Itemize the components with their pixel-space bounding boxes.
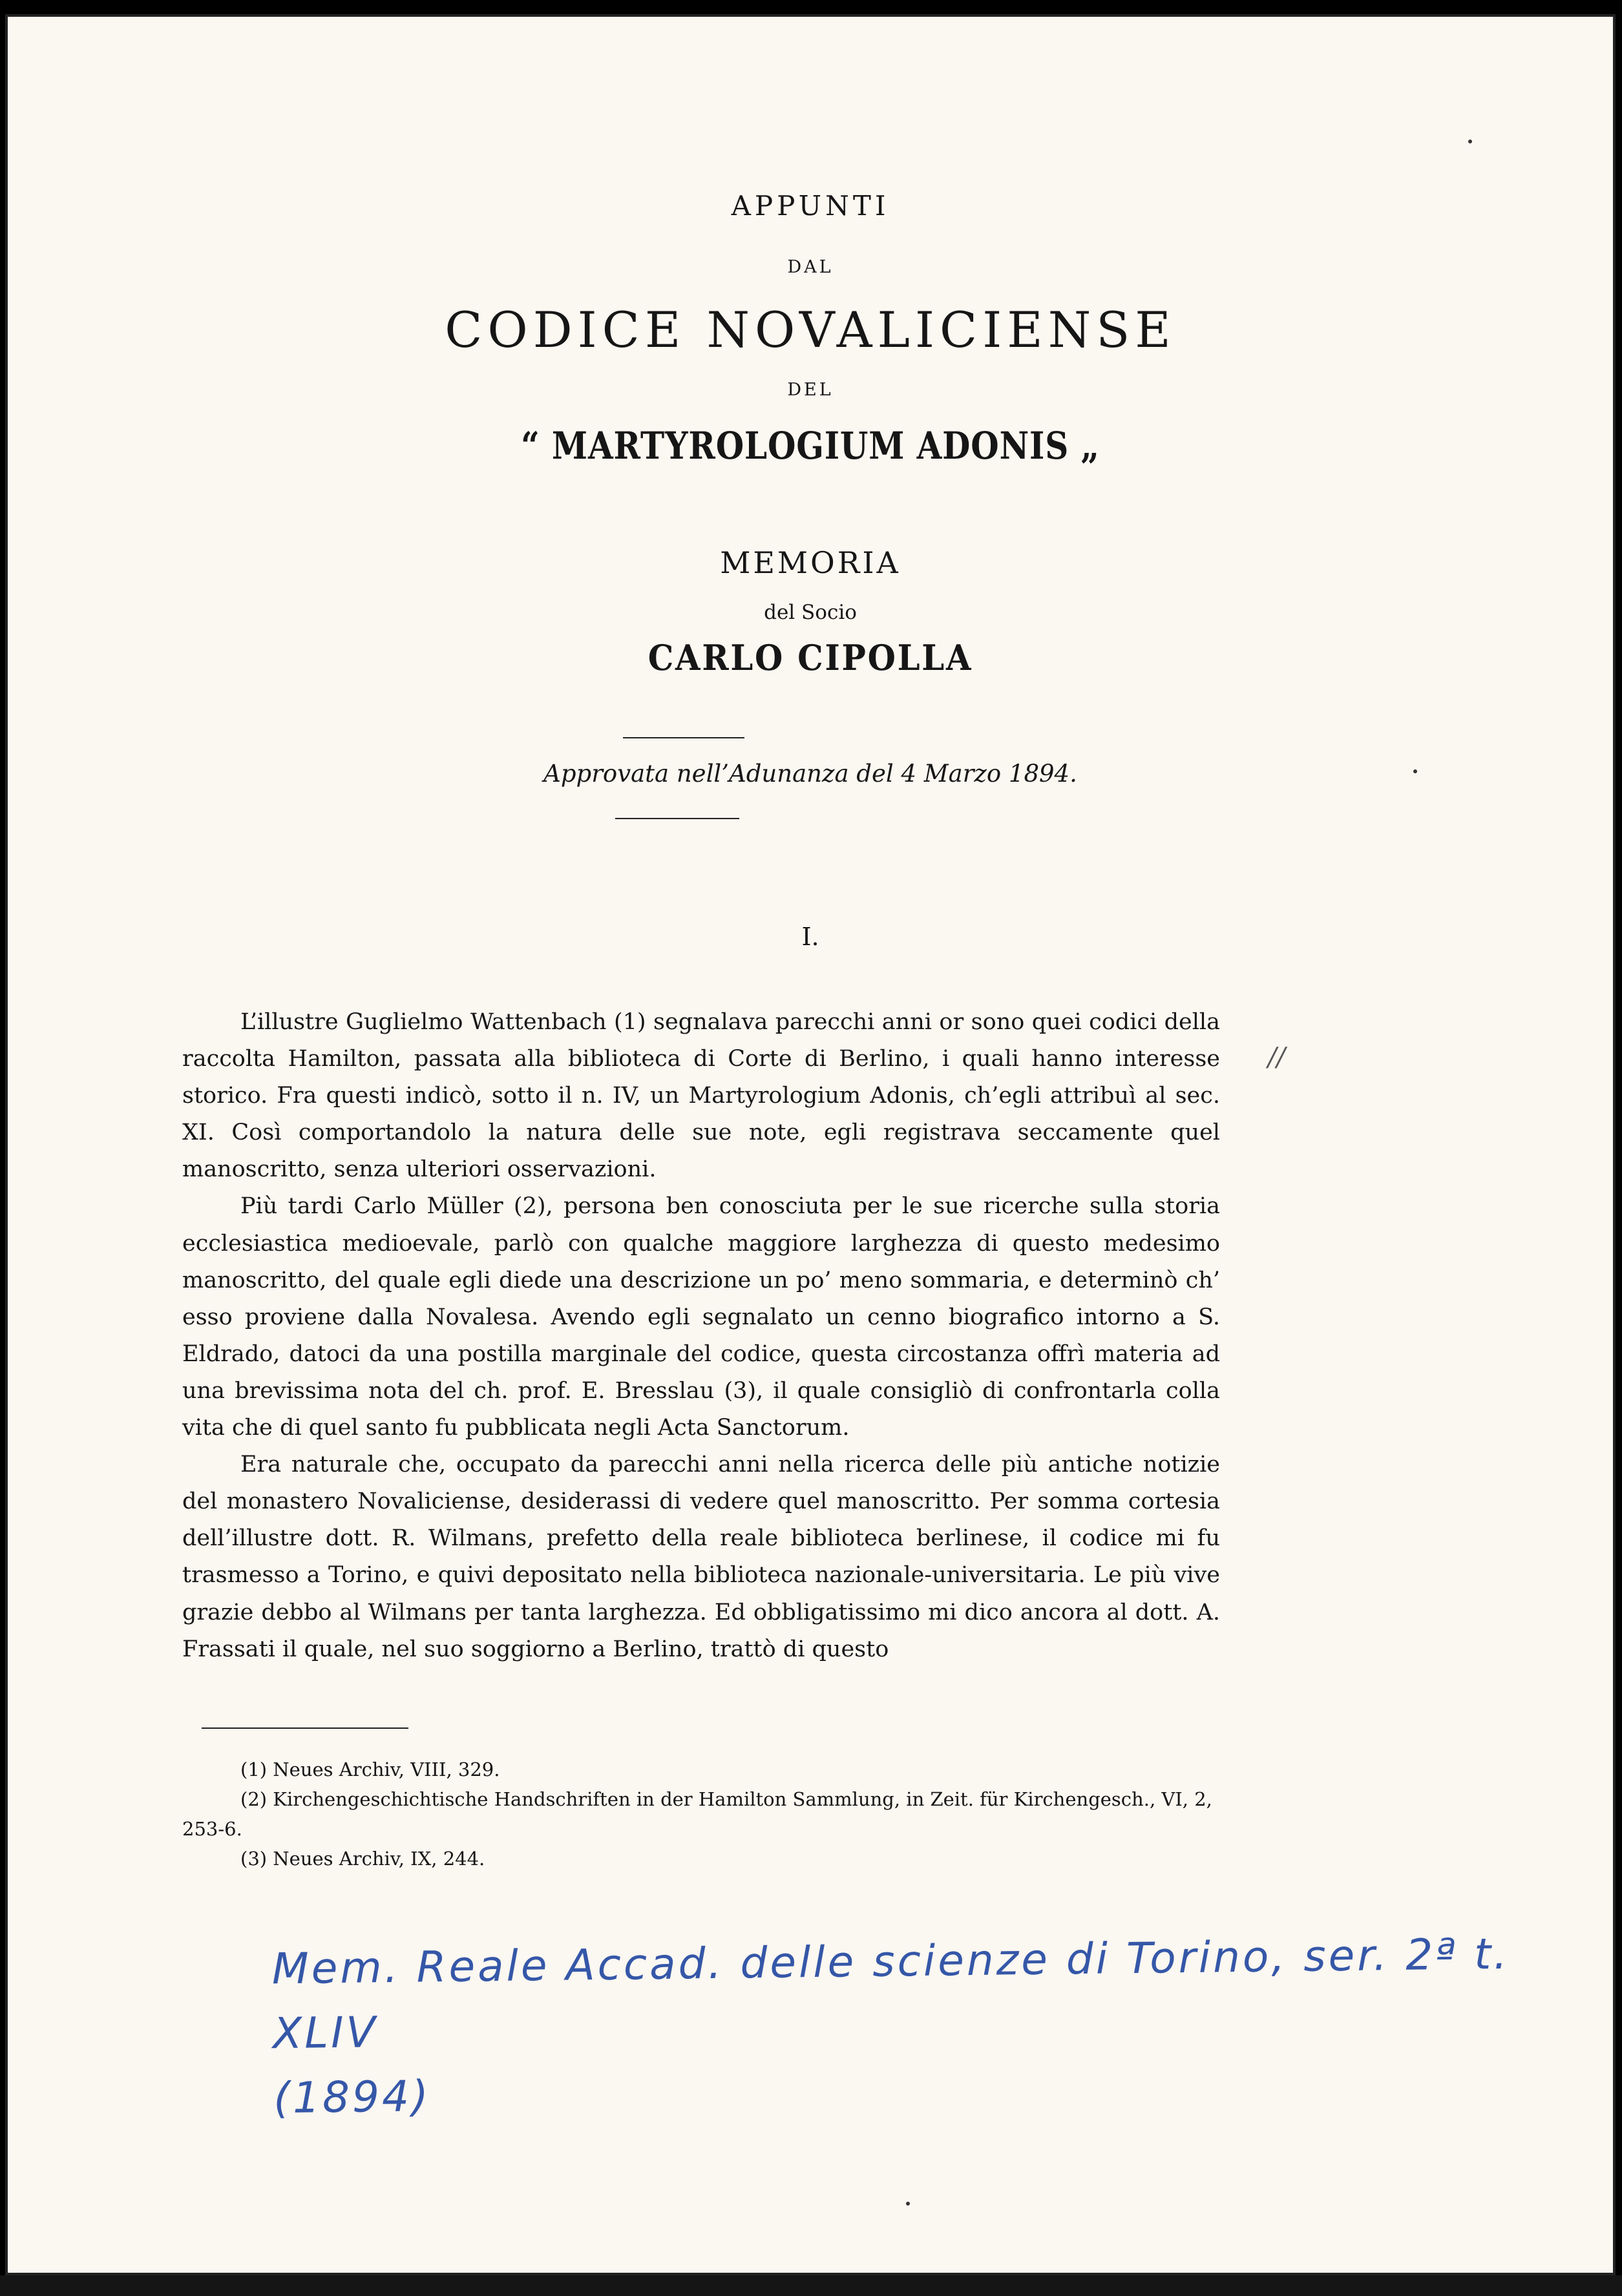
divider-top xyxy=(623,737,744,738)
author-name: CARLO CIPOLLA xyxy=(648,637,973,678)
heading-appunti: APPUNTI xyxy=(731,190,890,222)
speck xyxy=(1413,769,1417,773)
document-page xyxy=(5,14,1616,2275)
paragraph: L’illustre Guglielmo Wattenbach (1) segnalava parecchi anni or sono quei codici della raccolta Hamilton, passata alla biblioteca di Corte di Berlino, i quali hanno interesse storico. Fra questi indicò, sotto il n. IV, un Martyrologium Adonis, ch’egli attribuì al sec. XI. Così comportandolo la natura delle sue note, egli registrava seccamente quel manoscritto, senza ulteriori osservazioni. xyxy=(182,1009,1220,1183)
handwritten-line: (1894) xyxy=(273,2071,432,2124)
paragraph: Più tardi Carlo Müller (2), persona ben conosciuta per le sue ricerche sulla storia ecclesiastica medioevale, parlò con qualche maggiore larghezza di questo medesimo manoscritto, del quale egli diede una descrizione un po’ meno sommaria, e determinò ch’ esso proviene dalla Novalesa. Avendo egli segnalato un cenno biografico intorno a S. Eldrado, datoci da una postilla marginale del codice, questa circostanza offrì materia ad una brevissima nota del ch. prof. E. Bresslau (3), il quale consigliò di confrontarla colla vita che di quel santo fu pubblicata negli Acta Sanctorum. xyxy=(182,1193,1220,1441)
heading-del: DEL xyxy=(787,380,834,400)
divider-bottom xyxy=(615,818,739,819)
footnote-divider xyxy=(202,1727,408,1729)
section-number: I. xyxy=(801,923,819,951)
body-text xyxy=(182,1004,1220,1668)
handwritten-note xyxy=(271,1921,1566,2131)
heading-memoria: MEMORIA xyxy=(720,545,901,580)
paragraph: Era naturale che, occupato da parecchi anni nella ricerca delle più antiche notizie del monastero Novaliciense, desiderassi di vedere quel manoscritto. Per somma cortesia dell’illustre dott. R. Wilmans, prefetto della reale biblioteca berlinese, il codice mi fu trasmesso a Torino, e quivi depositato nella biblioteca nazionale-universitaria. Le più vive grazie debbo al Wilmans per tanta larghezza. Ed obbligatissimo mi dico ancora al dott. A. Frassati il quale, nel suo soggiorno a Berlino, trattò di questo xyxy=(182,1452,1220,1662)
footnotes xyxy=(182,1755,1220,1873)
footnote: (1) Neues Archiv, VIII, 329. xyxy=(240,1759,500,1780)
heading-dal: DAL xyxy=(787,257,834,277)
margin-mark: // xyxy=(1268,1043,1285,1072)
footnote: (2) Kirchengeschichtische Handschriften in der Hamilton Sammlung, in Zeit. für Kirchengesch., VI, 2, 253-6. xyxy=(182,1788,1212,1840)
approval-line: Approvata nell’Adunanza del 4 Marzo 1894. xyxy=(543,760,1077,788)
heading-title: CODICE NOVALICIENSE xyxy=(445,301,1176,359)
heading-subtitle: “ MARTYROLOGIUM ADONIS „ xyxy=(521,424,1100,468)
footnote: (3) Neues Archiv, IX, 244. xyxy=(240,1848,485,1870)
scan-border xyxy=(0,2275,1622,2296)
heading-socio: del Socio xyxy=(764,601,857,624)
speck xyxy=(906,2202,910,2206)
handwritten-line: Mem. Reale Accad. delle scienze di Torino, ser. 2ª t. XLIV xyxy=(271,1928,1510,2059)
speck xyxy=(1468,140,1472,143)
